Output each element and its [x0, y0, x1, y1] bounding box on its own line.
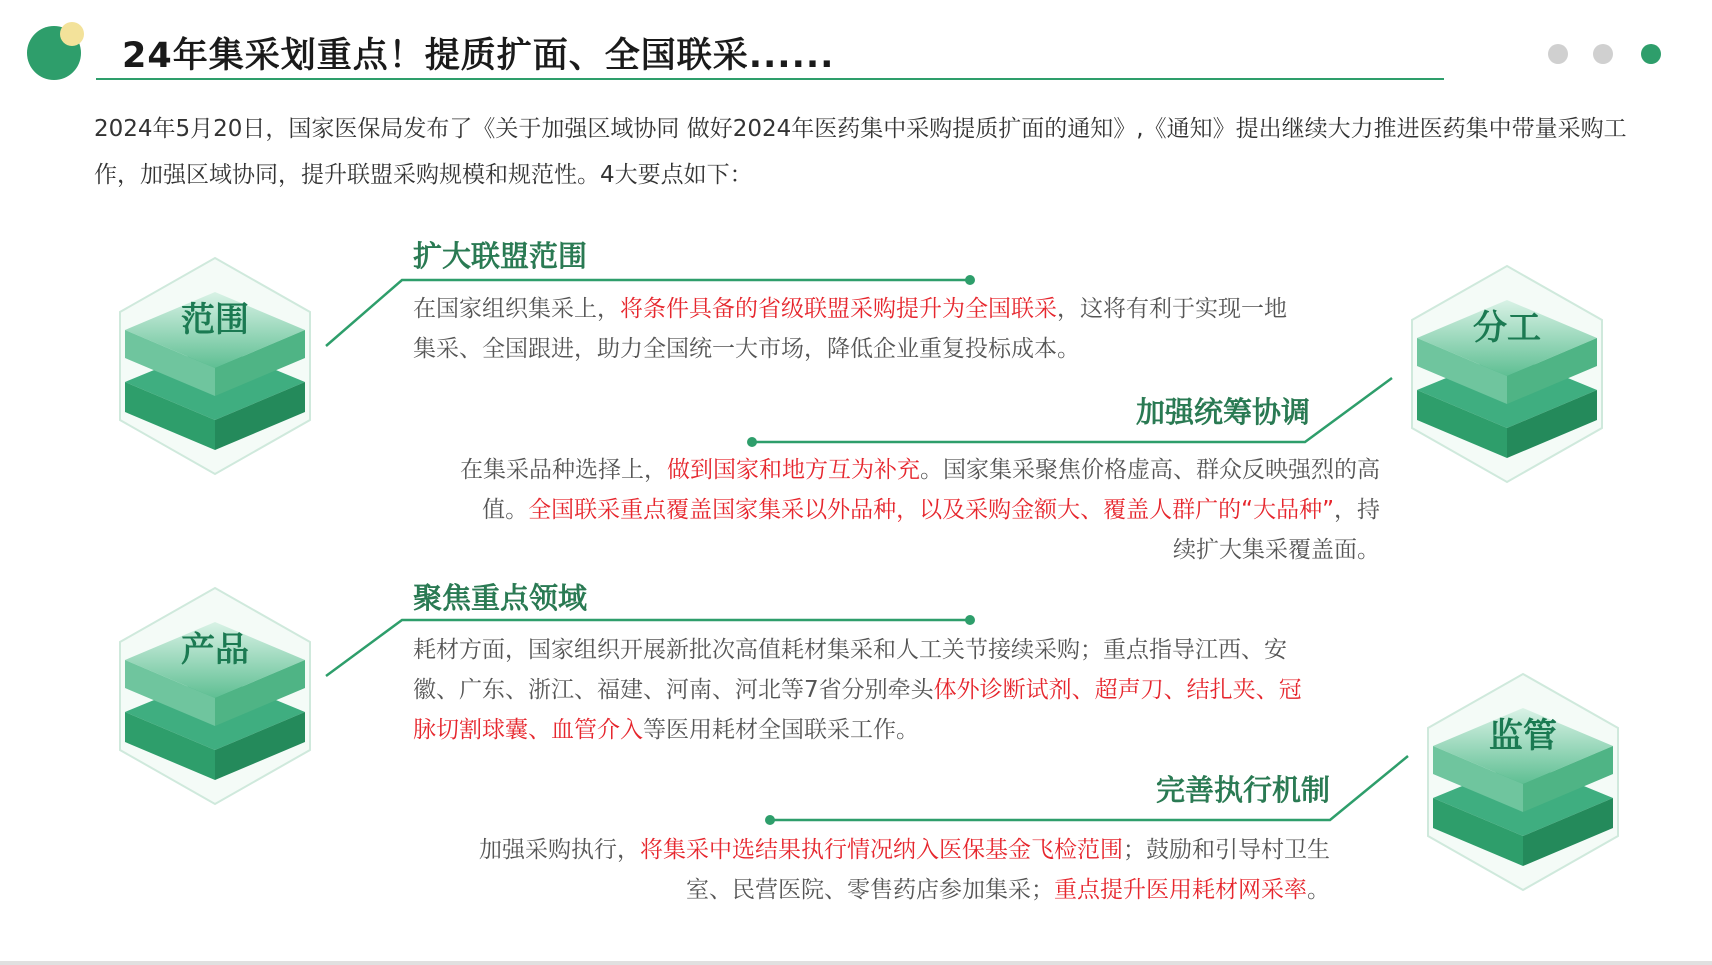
- highlight-text: 体外诊断试剂、超声刀、结扎夹、冠脉切割球囊、血管介入: [413, 677, 1302, 743]
- section-text-key-areas: 耗材方面，国家组织开展新批次高值耗材集采和人工关节接续采购；重点指导江西、安徽、广东、浙江、福建、河南、河北等7省分别牵头体外诊断试剂、超声刀、结扎夹、冠脉切割球囊、血管介入等医用耗材全国联采工作。: [413, 637, 1302, 743]
- section-title-coordination: 加强统筹协调: [1135, 395, 1310, 429]
- hexagon-fanwei: [100, 250, 330, 484]
- section-title-key-areas: 聚焦重点领域: [413, 581, 588, 615]
- highlight-text: 将条件具备的省级联盟采购提升为全国联采: [620, 296, 1057, 322]
- layers-icon: [1408, 666, 1638, 896]
- hexagon-label: 监管: [1489, 716, 1557, 756]
- highlight-text: 全国联采重点覆盖国家集采以外品种，以及采购金额大、覆盖人群广的“大品种”: [528, 497, 1334, 523]
- section-text-expand-alliance: 在国家组织集采上，将条件具备的省级联盟采购提升为全国联采，这将有利于实现一地集采、全国跟进，助力全国统一大市场，降低企业重复投标成本。: [413, 296, 1287, 362]
- hexagon-jianguan: [1408, 666, 1638, 900]
- highlight-text: 做到国家和地方互为补充: [667, 457, 920, 483]
- bottom-bar: [0, 961, 1712, 965]
- hexagon-label: 产品: [181, 630, 249, 670]
- section-text-coordination: 在集采品种选择上，做到国家和地方互为补充。国家集采聚焦价格虚高、群众反映强烈的高值。全国联采重点覆盖国家集采以外品种，以及采购金额大、覆盖人群广的“大品种”，持续扩大集采覆盖面。: [460, 457, 1380, 563]
- section-title-expand-alliance: 扩大联盟范围: [413, 239, 588, 273]
- layers-icon: [100, 580, 330, 810]
- intro-paragraph: 2024年5月20日，国家医保局发布了《关于加强区域协同 做好2024年医药集中采购提质扩面的通知》,《通知》提出继续大力推进医药集中带量采购工作，加强区域协同，提升联盟采购规模和规范性。4大要点如下：: [94, 116, 1627, 188]
- hexagon-fengong: [1392, 258, 1622, 492]
- page-title: 24年集采划重点！提质扩面、全国联采......: [122, 36, 835, 76]
- layers-icon: [100, 250, 330, 480]
- layers-icon: [1392, 258, 1622, 488]
- section-text-execution: 加强采购执行，将集采中选结果执行情况纳入医保基金飞检范围；鼓励和引导村卫生室、民营医院、零售药店参加集采；重点提升医用耗材网采率。: [479, 837, 1330, 903]
- hexagon-label: 分工: [1473, 308, 1541, 348]
- hexagon-label: 范围: [181, 300, 249, 340]
- section-title-execution: 完善执行机制: [1155, 773, 1330, 807]
- highlight-text: 重点提升医用耗材网采率: [1054, 877, 1307, 903]
- highlight-text: 将集采中选结果执行情况纳入医保基金飞检范围: [640, 837, 1123, 863]
- hexagon-chanpin: [100, 580, 330, 814]
